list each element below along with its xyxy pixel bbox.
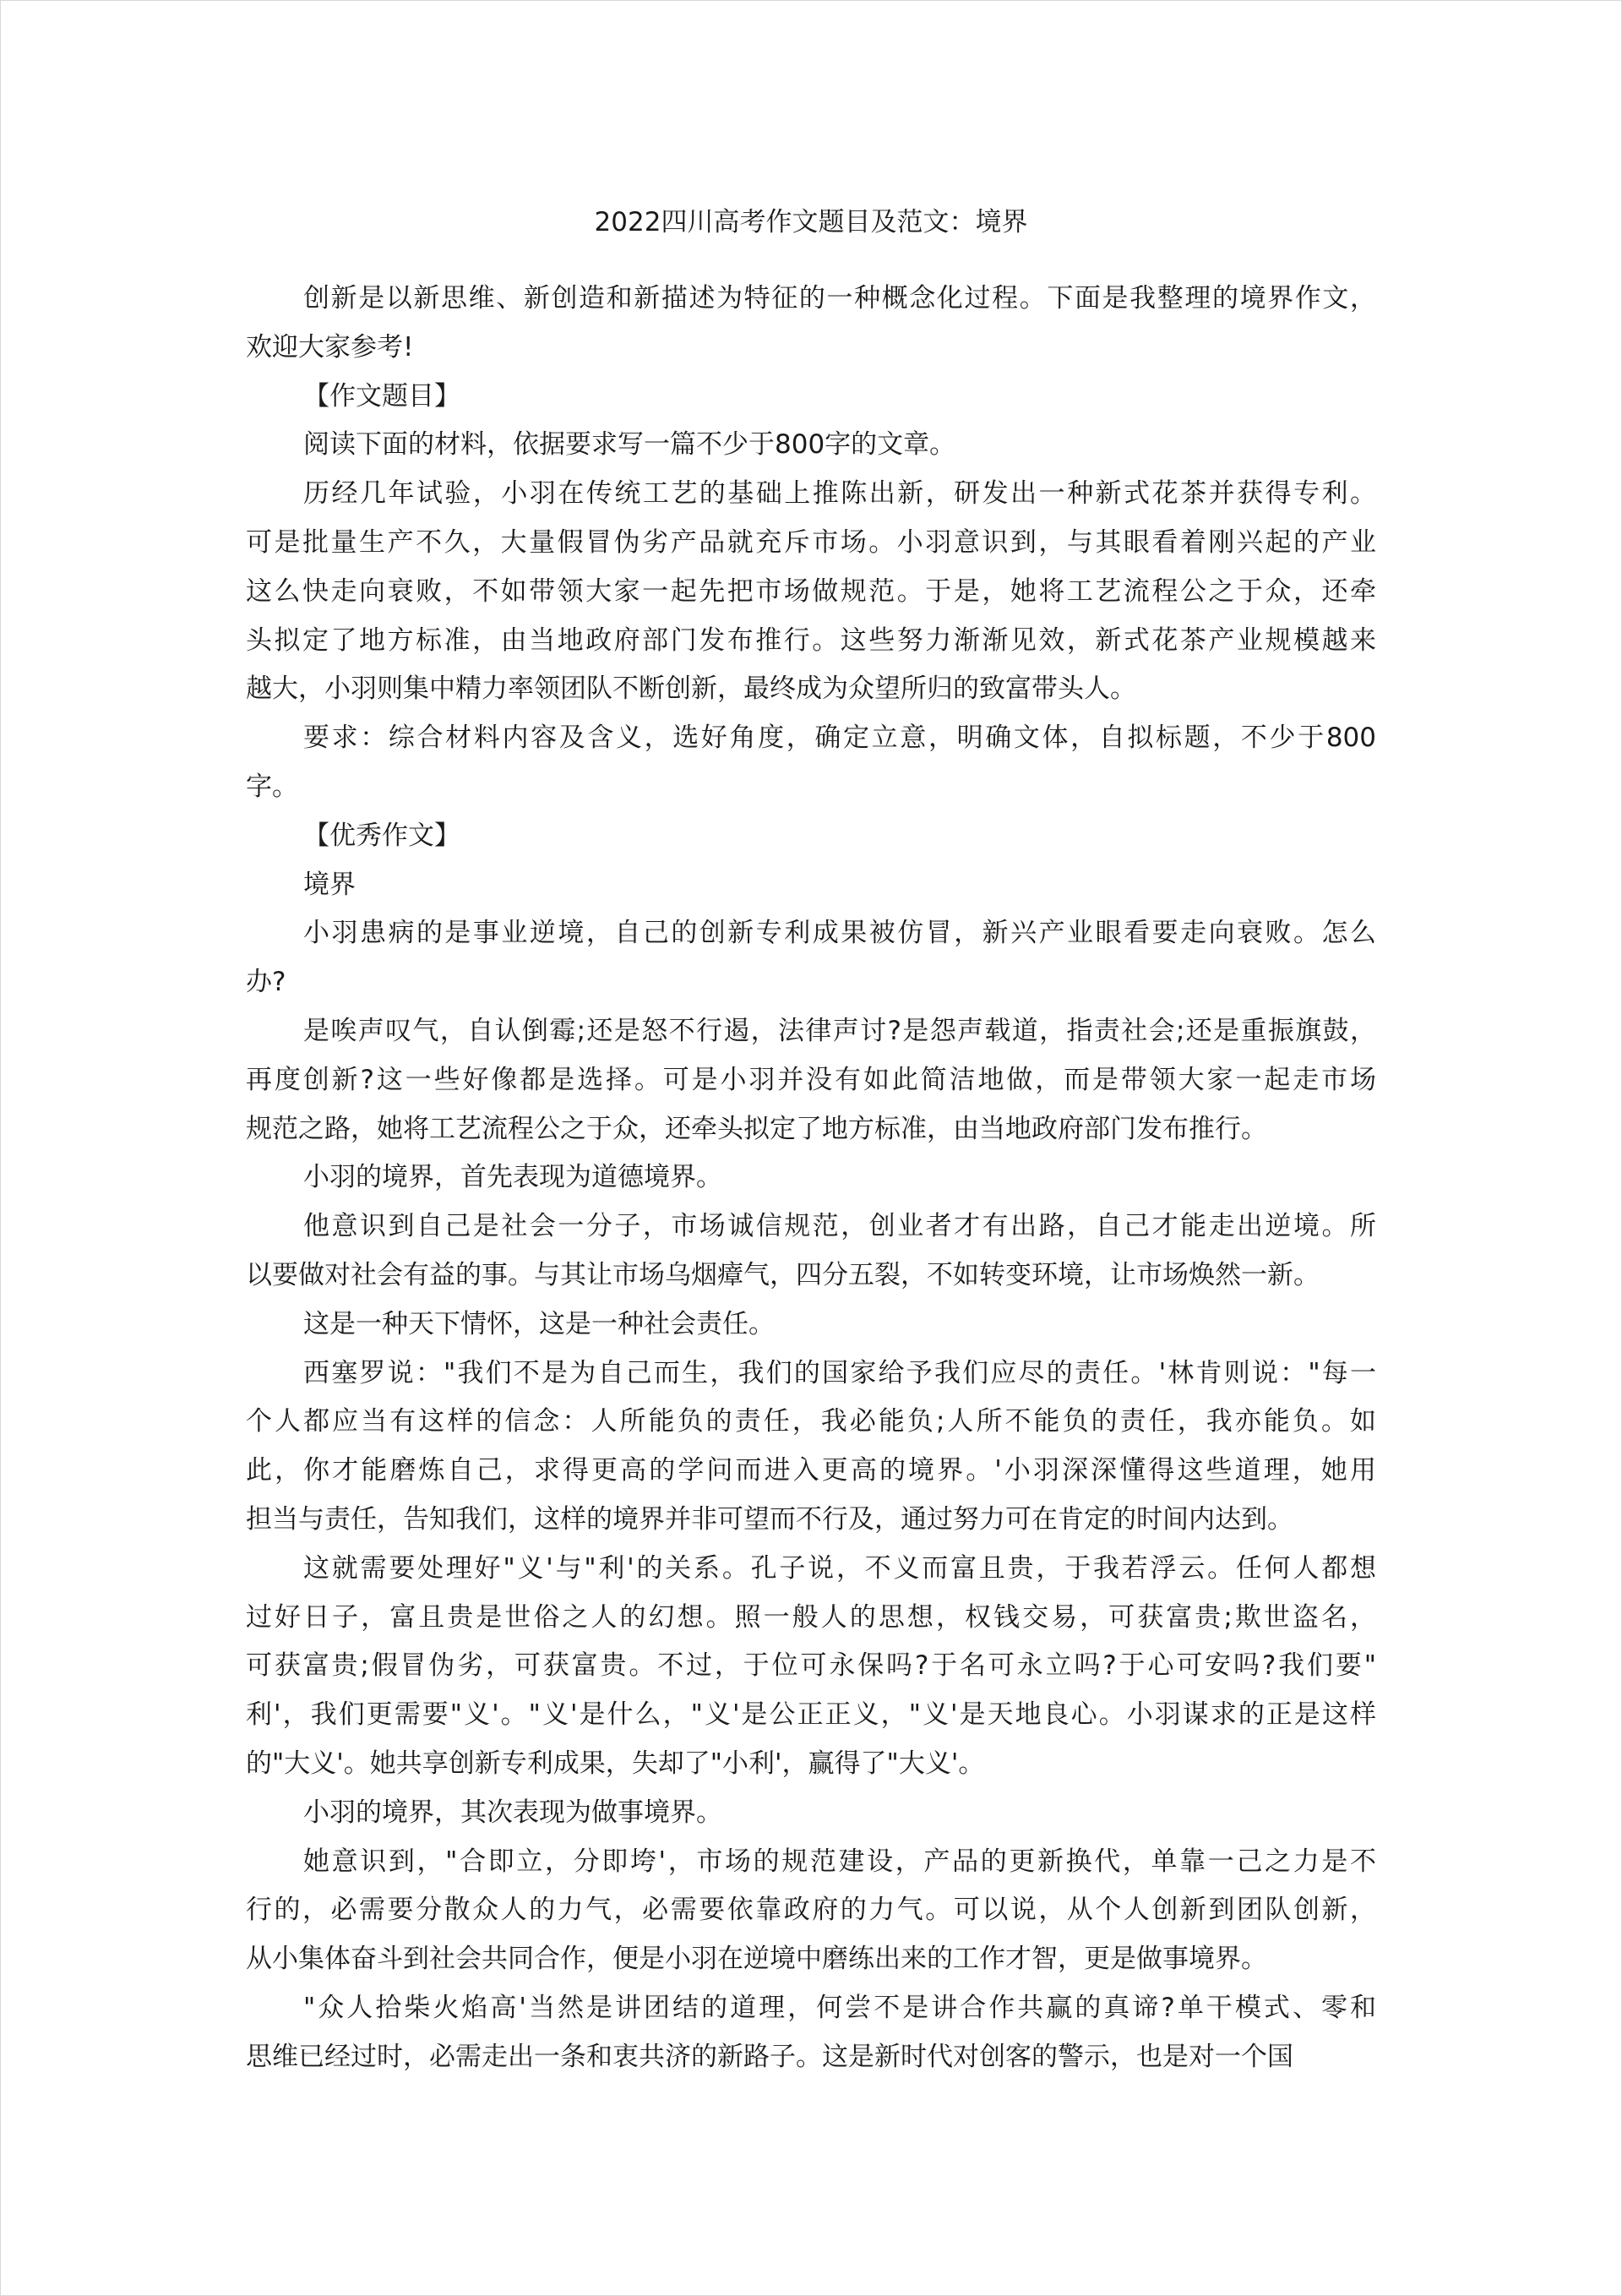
text-line: 是唉声叹气，自认倒霉;还是怒不行遏，法律声讨?是怨声载道，指责社会;还是重振旗鼓， [303, 1015, 1376, 1046]
paragraph [246, 421, 1376, 470]
text-line: 思维已经过时，必需走出一条和衷共济的新路子。这是新时代对创客的警示，也是对一个国 [246, 2041, 1293, 2072]
text-line: 欢迎大家参考! [246, 331, 414, 363]
paragraph [246, 714, 1376, 812]
paragraph [246, 470, 1376, 714]
paragraph [246, 275, 1376, 373]
text-line: 此，你才能磨炼自己，求得更高的学问而进入更高的境界。'小羽深深懂得这些道理，她用 [246, 1455, 1376, 1486]
text-line: 小羽的境界，其次表现为做事境界。 [303, 1797, 722, 1828]
text-line: 阅读下面的材料，依据要求写一篇不少于800字的文章。 [303, 429, 956, 461]
paragraph [246, 373, 1376, 422]
text-line: 创新是以新思维、新创造和新描述为特征的一种概念化过程。下面是我整理的境界作文， [303, 283, 1376, 314]
document-title: 2022四川高考作文题目及范文：境界 [594, 207, 1028, 237]
text-line: 头拟定了地方标准，由当地政府部门发布推行。这些努力渐渐见效，新式花茶产业规模越来 [246, 624, 1376, 656]
text-line: 她意识到，"合即立，分即垮'，市场的规范建设，产品的更新换代，单靠一己之力是不 [303, 1846, 1376, 1877]
text-line: 境界 [303, 869, 356, 900]
paragraph [246, 1789, 1376, 1838]
paragraph [246, 1545, 1376, 1789]
paragraph [246, 812, 1376, 861]
text-line: 的"大义'。她共享创新专利成果，失却了"小利'，赢得了"大义'。 [246, 1748, 985, 1779]
text-line: 小羽的境界，首先表现为道德境界。 [303, 1162, 722, 1193]
text-line: 再度创新?这一些好像都是选择。可是小羽并没有如此简洁地做，而是带领大家一起走市场 [246, 1064, 1376, 1095]
text-line: 越大，小羽则集中精力率领团队不断创新，最终成为众望所归的致富带头人。 [246, 674, 1136, 705]
paragraph [246, 1007, 1376, 1153]
text-line: 这就需要处理好"义'与"利'的关系。孔子说，不义而富且贵，于我若浮云。任何人都想 [303, 1552, 1376, 1584]
text-line: 【作文题目】 [303, 380, 460, 412]
text-line: 行的，必需要分散众人的力气，必需要依靠政府的力气。可以说，从个人创新到团队创新， [246, 1895, 1376, 1926]
paragraph [246, 1153, 1376, 1203]
text-line: 过好日子，富且贵是世俗之人的幻想。照一般人的思想，权钱交易，可获富贵;欺世盗名， [246, 1601, 1376, 1633]
text-line: 个人都应当有这样的信念：人所能负的责任，我必能负;人所不能负的责任，我亦能负。如 [246, 1406, 1376, 1437]
text-line: 以要做对社会有益的事。与其让市场乌烟瘴气，四分五裂，不如转变环境，让市场焕然一新。 [246, 1259, 1320, 1290]
text-line: 这么快走向衰败，不如带领大家一起先把市场做规范。于是，她将工艺流程公之于众，还牵 [246, 575, 1376, 607]
paragraph [246, 1301, 1376, 1350]
paragraph [246, 909, 1376, 1007]
text-line: 要求：综合材料内容及含义，选好角度，确定立意，明确文体，自拟标题，不少于800 [303, 723, 1376, 754]
text-line: 办? [246, 967, 286, 998]
paragraph [246, 861, 1376, 910]
paragraph [246, 1350, 1376, 1545]
text-line: 小羽患病的是事业逆境，自己的创新专利成果被仿冒，新兴产业眼看要走向衰败。怎么 [303, 918, 1376, 949]
text-line: "众人拾柴火焰高'当然是讲团结的道理，何尝不是讲合作共赢的真谛?单干模式、零和 [303, 1992, 1376, 2023]
text-line: 西塞罗说："我们不是为自己而生，我们的国家给予我们应尽的责任。'林肯则说："每一 [303, 1357, 1376, 1388]
paragraph [246, 1984, 1376, 2082]
text-line: 这是一种天下情怀，这是一种社会责任。 [303, 1308, 775, 1339]
text-line: 从小集体奋斗到社会共同合作，便是小羽在逆境中磨练出来的工作才智，更是做事境界。 [246, 1944, 1267, 1975]
text-line: 规范之路，她将工艺流程公之于众，还牵头拟定了地方标准，由当地政府部门发布推行。 [246, 1113, 1267, 1144]
text-line: 历经几年试验，小羽在传统工艺的基础上推陈出新，研发出一种新式花茶并获得专利。 [303, 478, 1376, 510]
text-line: 他意识到自己是社会一分子，市场诚信规范，创业者才有出路，自己才能走出逆境。所 [303, 1211, 1376, 1242]
document-body [246, 275, 1376, 2081]
text-line: 可获富贵;假冒伪劣，可获富贵。不过，于位可永保吗?于名可永立吗?于心可安吗?我们要" [246, 1650, 1376, 1682]
paragraph [246, 1838, 1376, 1984]
paragraph [246, 1203, 1376, 1301]
text-line: 字。 [246, 771, 298, 802]
text-line: 可是批量生产不久，大量假冒伪劣产品就充斥市场。小羽意识到，与其眼看着刚兴起的产业 [246, 526, 1376, 558]
text-line: 担当与责任，告知我们，这样的境界并非可望而不行及，通过努力可在肯定的时间内达到。 [246, 1503, 1293, 1535]
text-line: 【优秀作文】 [303, 820, 460, 851]
text-line: 利'，我们更需要"义'。"义'是什么，"义'是公正正义，"义'是天地良心。小羽谋求的正是这样 [246, 1699, 1376, 1731]
